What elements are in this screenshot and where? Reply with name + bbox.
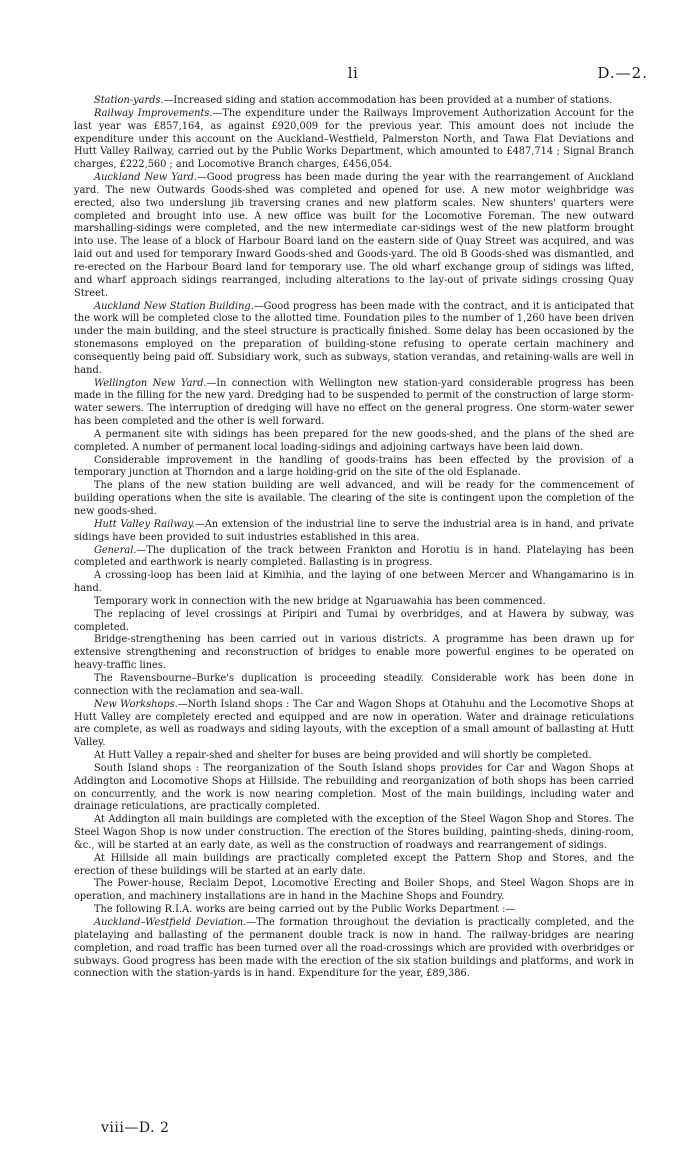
paragraph-heading: New Workshops.	[94, 698, 178, 710]
paragraph-text: At Addington all main buildings are completed with the exception of the Steel Wagon Shop and Stores. The Steel Wagon Shop is now under construction. The erection of the Stores building, painting-sheds, dining-room, &c., will be started at an early date, as well as the construction of roadways and rearrangement of sidings.	[74, 814, 634, 851]
paragraph-text: Considerable improvement in the handling of goods-trains has been effected by the provision of a temporary junction at Thorndon and a large holding-grid on the site of the old Esplanade.	[74, 454, 634, 479]
paragraph-text: —Good progress has been made during the year with the rearrangement of Auckland yard. The new Outwards Goods-shed was completed and opened for use. A new motor weighbridge was erected, also two underslung jib traversing cranes and new platform scales. New shunters' quarters were completed and brought into use. A new office was built for the Locomotive Foreman. The new outward marshalling-sidings were completed, and the new intermediate car-sidings west of the new platform brought into use. The lease of a block of Harbour Board land on the eastern side of Quay Street was acquired, and was laid out and used for temporary Inward Goods-shed and Goods-yard. The old B Goods-shed was dismantled, and re-erected on the Harbour Board land for temporary use. The old wharf exchange group of sidings was lifted, and wharf approach sidings rearranged, including alterations to the lay-out of private sidings crossing Quay Street.	[74, 172, 635, 299]
paragraph	[74, 609, 634, 635]
paragraph	[74, 673, 634, 699]
paragraph-text: The plans of the new station building are well advanced, and will be ready for the commencement of building operations when the site is available. The clearing of the site is contingent upon the completion of the new goods-shed.	[74, 480, 634, 517]
paragraph-text: The replacing of level crossings at Piripiri and Tumai by overbridges, and at Hawera by subway, was completed.	[74, 608, 634, 633]
paragraph	[74, 519, 634, 545]
paragraph-text: A crossing-loop has been laid at Kimihia, and the laying of one between Mercer and Whangamarino is in hand.	[74, 570, 634, 595]
paragraph	[74, 545, 634, 571]
paragraph-text: Temporary work in connection with the new bridge at Ngaruawahia has been commenced.	[94, 595, 546, 607]
body-text	[74, 95, 634, 981]
paragraph-text: —The duplication of the track between Frankton and Horotiu is in hand. Platelaying has been completed and earthwork is nearly completed. Ballasting is in progress.	[74, 544, 634, 569]
paragraph-heading: Auckland New Yard.	[94, 172, 197, 184]
paragraph	[74, 634, 634, 673]
signature-mark: viii—D. 2	[101, 1120, 170, 1136]
paragraph-heading: Auckland–Westfield Deviation.	[94, 917, 247, 928]
paragraph-heading: General.	[94, 544, 137, 556]
paragraph	[74, 814, 634, 853]
paragraph	[74, 904, 634, 917]
paragraph	[74, 480, 634, 519]
paragraph	[74, 878, 634, 904]
paragraph-text: —The formation throughout the deviation is practically completed, and the platelaying and ballasting of the permanent double track is now in hand. The railway-bridges are nearing completion, and road traffic has been turned over all the road-crossings which are provided with overbridges or subways. Good progress has been made with the erection of the six station buildings and platforms, and work in connection with the station-yards is in hand. Expenditure for the year, £89,386.	[74, 917, 635, 980]
paragraph	[74, 172, 634, 300]
paragraph	[74, 378, 634, 429]
paragraph-text: —Good progress has been made with the contract, and it is anticipated that the work will be completed close to the allotted time. Foundation piles to the number of 1,260 have been driven under the main building, and the steel structure is practically finished. Some delay has been occasioned by the stonemasons employed on the preparation of building-stone refusing to operate certain machinery and consequently being paid off. Subsidiary work, such as subways, station verandas, and retaining-walls are well in hand.	[74, 300, 635, 376]
paragraph-heading: Wellington New Yard.	[94, 377, 207, 389]
paragraph-text: At Hutt Valley a repair-shed and shelter for buses are being provided and will shortly be completed.	[94, 750, 592, 762]
document-reference: D.—2.	[597, 64, 648, 82]
paragraph-text: —In connection with Wellington new station-yard considerable progress has been made in the filling for the new yard. Dredging had to be suspended to permit of the construction of large storm-water sewers. The interruption of dredging will have no effect on the general progress. One storm-water sewer has been completed and the other is well forward.	[74, 377, 634, 428]
paragraph	[74, 853, 634, 879]
paragraph	[74, 699, 634, 750]
paragraph-heading: Auckland New Station Building.	[94, 300, 254, 312]
paragraph	[74, 429, 634, 455]
paragraph-text: Bridge-strengthening has been carried out in various districts. A programme has been drawn up for extensive strengthening and reconstruction of bridges to enable more powerful engines to be operated on heavy-traffic lines.	[74, 634, 634, 672]
paragraph-text: At Hillside all main buildings are practically completed except the Pattern Shop and Stores, and the erection of these buildings will be started at an early date.	[74, 852, 634, 877]
paragraph-text: A permanent site with sidings has been prepared for the new goods-shed, and the plans of the shed are completed. A number of permanent local loading-sidings and adjoining cartways have been laid down.	[74, 428, 634, 453]
paragraph-text: The Ravensbourne–Burke's duplication is proceeding steadily. Considerable work has been done in connection with the reclamation and sea-wall.	[74, 672, 634, 697]
paragraph-heading: Railway Improvements.	[94, 107, 213, 119]
paragraph	[74, 596, 634, 609]
paragraph	[74, 917, 634, 981]
paragraph-text: South Island shops : The reorganization of the South Island shops provides for Car and Wagon Shops at Addington and Locomotive Shops at Hillside. The rebuilding and reorganization of both shops has been carried on concurrently, and the work is now nearing completion. Most of the main buildings, including water and drainage reticulations, are practically completed.	[74, 762, 634, 813]
paragraph	[74, 108, 634, 172]
paragraph	[74, 763, 634, 814]
page-number: li	[347, 64, 359, 82]
paragraph-text: —Increased siding and station accommodation has been provided at a number of stations.	[163, 95, 613, 106]
paragraph	[74, 455, 634, 481]
paragraph	[74, 570, 634, 596]
paragraph	[74, 750, 634, 763]
paragraph-text: The Power-house, Reclaim Depot, Locomotive Erecting and Boiler Shops, and Steel Wagon Shops are in operation, and machinery installations are in hand in the Machine Shops and Foundry.	[74, 878, 634, 903]
paragraph-text: —The expenditure under the Railways Improvement Authorization Account for the last year was £857,164, as against £920,009 for the previous year. This amount does not include the expenditure under this account on the Auckland–Westfield, Palmerston North, and Tawa Flat Deviations and Hutt Valley Railway, carried out by the Public Works Department, which amounted to £487,714 ; Signal Branch charges, £222,560 ; and Locomotive Branch charges, £456,054.	[74, 107, 635, 171]
paragraph-heading: Station-yards.	[94, 95, 164, 106]
paragraph	[74, 301, 634, 378]
paragraph	[74, 95, 634, 108]
paragraph-text: —North Island shops : The Car and Wagon Shops at Otahuhu and the Locomotive Shops at Hutt Valley are completely erected and equipped and are now in operation. Water and drainage reticulations are complete, as well as roadways and siding layouts, with the exception of a small amount of ballasting at Hutt Valley.	[74, 698, 634, 749]
paragraph-text: The following R.I.A. works are being carried out by the Public Works Department :—	[94, 904, 516, 916]
paragraph-heading: Hutt Valley Railway.	[94, 518, 195, 530]
paragraph-text: —An extension of the industrial line to serve the industrial area is in hand, and private sidings have been provided to suit industries established in this area.	[74, 518, 634, 543]
